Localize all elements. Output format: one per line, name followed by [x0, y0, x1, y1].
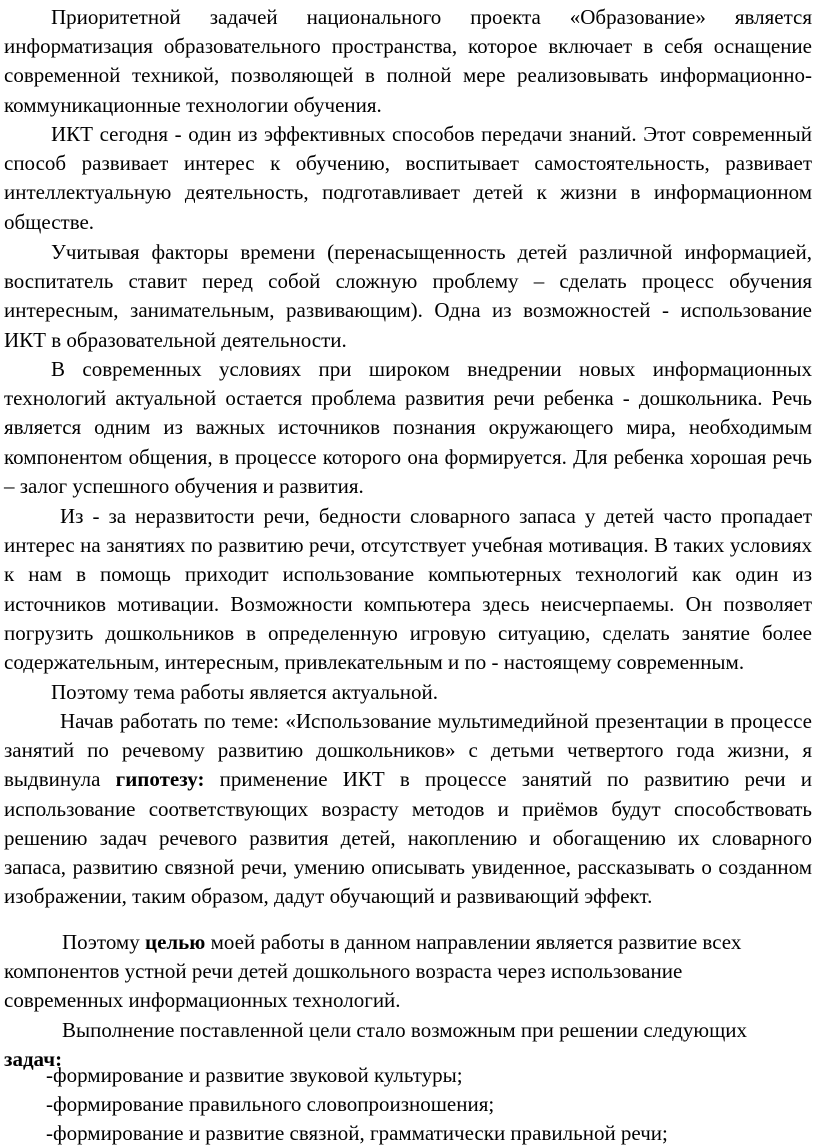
- paragraph-goal: [4, 928, 764, 1016]
- task-item-1: -формирование и развитие звуковой культуры;: [46, 1063, 463, 1087]
- paragraph-4: В современных условиях при широком внедрении новых информационных технологий актуальной остается проблема развития речи ребенка - дошкольника. Речь является одним из важных источников познания окружающего мира, необходимым компонентом общения, в процессе которого она формируется. Для ребенка хорошая речь – залог успешного обучения и развития.: [4, 357, 812, 498]
- paragraph-5: Из - за неразвитости речи, бедности словарного запаса у детей часто пропадает интерес на занятиях по развитию речи, отсутствует учебная мотивация. В таких условиях к нам в помощь приходит использование компьютерных технологий как один из источников мотивации. Возможности компьютера здесь неисчерпаемы. Он позволяет погрузить дошкольников в определенную игровую ситуацию, сделать занятие более содержательным, интересным, привлекательным и по - настоящему современным.: [4, 504, 812, 675]
- tasks-intro-bold: задач:: [4, 1047, 63, 1072]
- paragraph-1: Приоритетной задачей национального проекта «Образование» является информатизация образовательного пространства, которое включает в себя оснащение современной техникой, позволяющей в полной мере реализовывать информационно-коммуникационные технологии обучения.: [4, 5, 812, 117]
- goal-text-after: моей работы в данном направлении является развитие всех компонентов устной речи детей дошкольного возраста через использование современных информационных технологий.: [4, 930, 742, 1013]
- hypothesis-text-after: применение ИКТ в процессе занятий по развитию речи и использование соответствующих возрасту методов и приёмов будут способствовать решению задач речевого развития детей, накоплению и обогащению их словарного запаса, развитию связной речи, умению описывать увиденное, рассказывать о созданном изображении, таким образом, дадут обучающий и развивающий эффект.: [4, 767, 813, 909]
- task-item-3: -формирование и развитие связной, грамматически правильной речи;: [46, 1121, 668, 1145]
- hypothesis-text-before: Начав работать по теме: «Использование мультимедийной презентации в процессе занятий по речевому развитию дошкольников» с детьми четвертого года жизни, я выдвинула: [4, 709, 812, 792]
- goal-text-before: Поэтому: [62, 930, 145, 954]
- task-item-2: -формирование правильного словопроизношения;: [46, 1092, 495, 1116]
- hypothesis-bold: гипотезу:: [115, 767, 205, 792]
- paragraph-hypothesis: [4, 707, 812, 911]
- paragraph-3: Учитывая факторы времени (перенасыщенность детей различной информацией, воспитатель ставит перед собой сложную проблему – сделать процесс обучения интересным, занимательным, развивающим). Одна из возможностей - использование ИКТ в образовательной деятельности.: [4, 240, 812, 352]
- paragraph-6: Поэтому тема работы является актуальной.: [51, 680, 439, 704]
- paragraph-2: ИКТ сегодня - один из эффективных способов передачи знаний. Этот современный способ развивает интерес к обучению, воспитывает самостоятельность, развивает интеллектуальную деятельность, подготавливает детей к жизни в информационном обществе.: [4, 122, 812, 234]
- tasks-intro-text: Выполнение поставленной цели стало возможным при решении следующих: [62, 1018, 747, 1042]
- goal-bold: целью: [144, 930, 206, 954]
